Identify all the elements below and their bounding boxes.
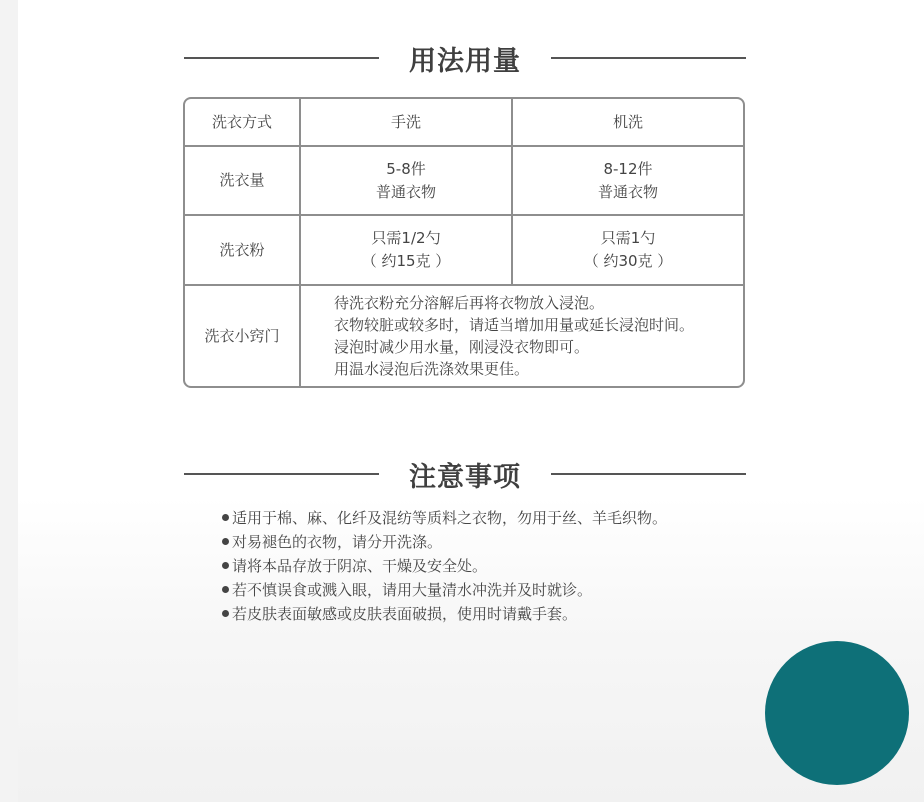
notice-section-header: [184, 454, 746, 494]
notice-item-text: 请将本品存放于阴凉、干燥及安全处。: [232, 557, 488, 575]
tip-line-1: 待洗衣粉充分溶解后再将衣物放入浸泡。: [334, 294, 605, 312]
notice-item-text: 对易褪色的衣物，请分开洗涤。: [232, 533, 443, 551]
notice-item-text: 若皮肤表面敏感或皮肤表面破损，使用时请戴手套。: [232, 605, 578, 623]
machine-powder-line-1: 只需1勺: [600, 229, 656, 247]
cell-hand-powder: [301, 216, 513, 284]
notice-item-text: 适用于棉、麻、化纤及混纺等质料之衣物，勿用于丝、羊毛织物。: [232, 509, 668, 527]
usage-section-header: [184, 38, 746, 78]
table-row-tips: [185, 286, 743, 386]
usage-table: [183, 97, 745, 388]
row-label-laundry-amount: 洗衣量: [185, 147, 301, 214]
teal-circle-decoration: [765, 641, 909, 785]
list-item: [222, 602, 667, 626]
row-label-powder: 洗衣粉: [185, 216, 301, 284]
list-item: [222, 578, 667, 602]
table-row-powder-amount: [185, 216, 743, 286]
bullet-dot-icon: [222, 514, 229, 521]
machine-amount-line-2: 普通衣物: [597, 182, 658, 201]
notice-item-text: 若不慎误食或溅入眼，请用大量清水冲洗并及时就诊。: [232, 581, 593, 599]
table-header-row: [185, 99, 743, 147]
usage-section-title: 用法用量: [409, 45, 521, 77]
machine-powder-line-2: （ 约30克 ）: [583, 252, 673, 270]
header-cell-method: 洗衣方式: [185, 99, 301, 145]
left-margin-strip: [0, 0, 18, 802]
hand-amount-line-2: 普通衣物: [375, 182, 436, 201]
cell-tips-content: [301, 286, 743, 386]
bullet-dot-icon: [222, 586, 229, 593]
header-rule-left: [184, 473, 379, 475]
row-label-tips: 洗衣小窍门: [185, 286, 301, 386]
tip-line-2: 衣物较脏或较多时，请适当增加用量或延长浸泡时间。: [334, 316, 695, 334]
list-item: [222, 554, 667, 578]
notice-list: [222, 506, 667, 626]
notice-section-title: 注意事项: [409, 461, 521, 493]
tip-line-4: 用温水浸泡后洗涤效果更佳。: [334, 360, 530, 378]
cell-machine-laundry-amount: [513, 147, 743, 214]
header-cell-machine-wash: 机洗: [612, 112, 643, 131]
bullet-dot-icon: [222, 538, 229, 545]
header-rule-left: [184, 57, 379, 59]
header-cell-hand-wash: 手洗: [301, 99, 513, 145]
bullet-dot-icon: [222, 610, 229, 617]
table-row-laundry-amount: [185, 147, 743, 216]
hand-amount-line-1: 5-8件: [386, 159, 426, 178]
bullet-dot-icon: [222, 562, 229, 569]
header-rule-right: [551, 473, 746, 475]
hand-powder-line-1: 只需1/2勺: [371, 229, 441, 247]
list-item: [222, 506, 667, 530]
header-rule-right: [551, 57, 746, 59]
list-item: [222, 530, 667, 554]
cell-machine-powder: [513, 216, 743, 284]
machine-amount-line-1: 8-12件: [603, 159, 653, 178]
hand-powder-line-2: （ 约15克 ）: [361, 252, 451, 270]
tip-line-3: 浸泡时减少用水量，刚浸没衣物即可。: [334, 338, 590, 356]
cell-hand-laundry-amount: [301, 147, 513, 214]
